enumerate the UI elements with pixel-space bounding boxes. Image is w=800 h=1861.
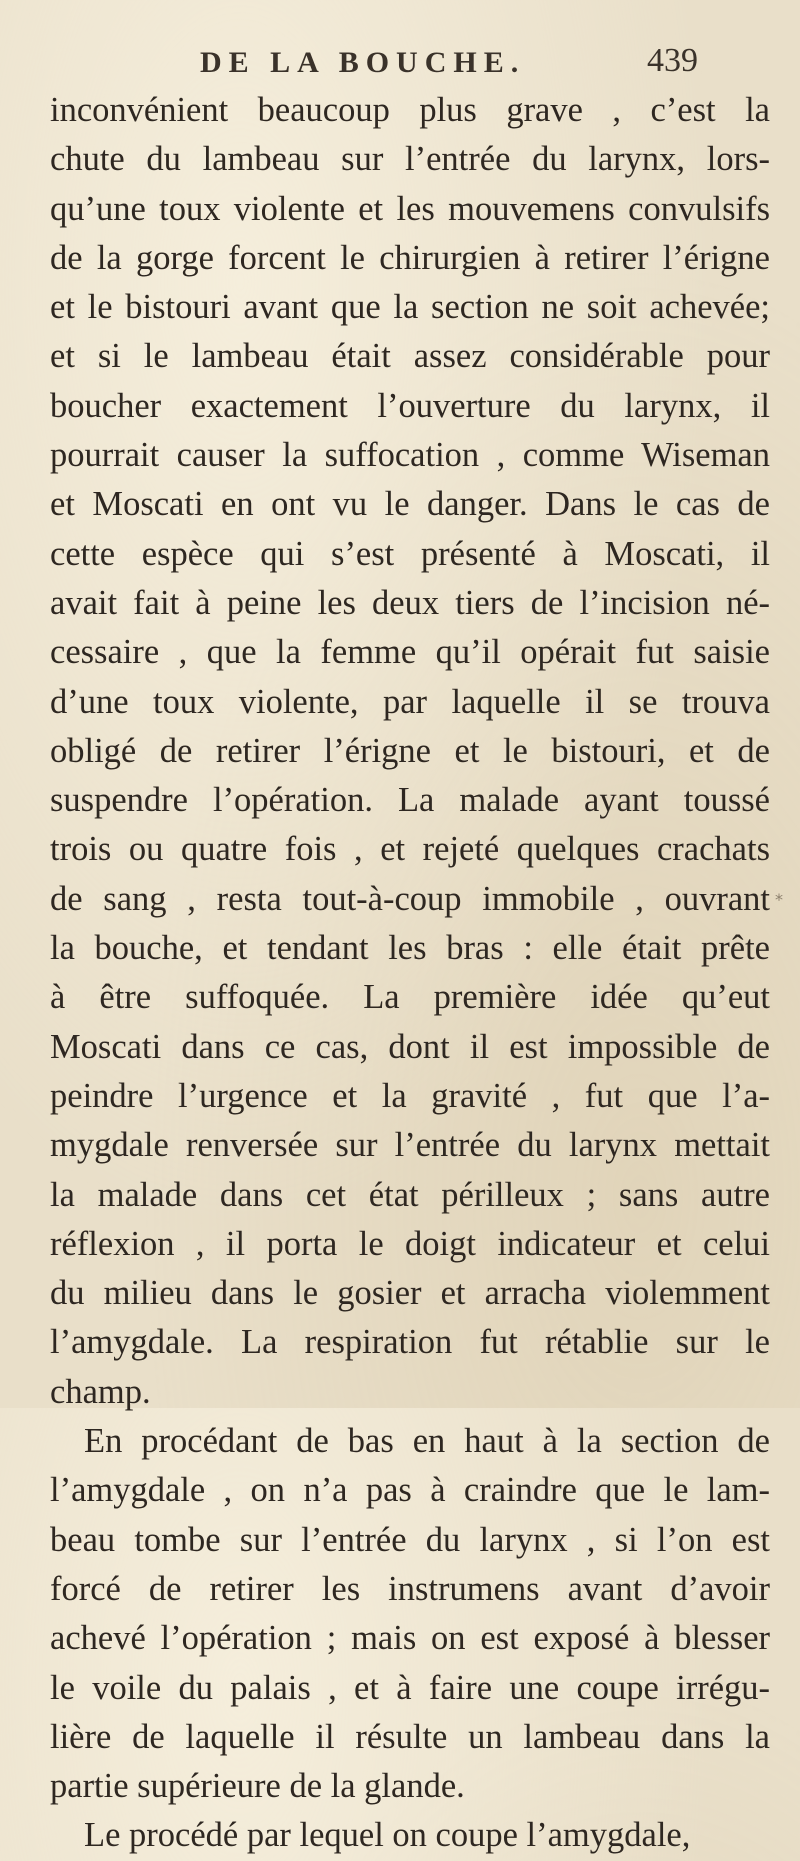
text-line: inconvénient beaucoup plus grave , c’est la [50, 91, 770, 129]
running-title: DE LA BOUCHE. [200, 46, 526, 79]
text-line: de la gorge forcent le chirurgien à retirer l’érigne [50, 238, 770, 277]
text-line: la bouche, et tendant les bras : elle était prête [50, 929, 770, 968]
text-line: d’une toux violente, par laquelle il se trouva [50, 682, 770, 721]
text-line: et le bistouri avant que la section ne soit achevée; [50, 288, 770, 327]
text-line: obligé de retirer l’érigne et le bistouri, et de [50, 731, 770, 770]
text-line: Moscati dans ce cas, dont il est impossible de [50, 1027, 770, 1066]
text-line: avait fait à peine les deux tiers de l’incision né- [50, 583, 770, 622]
text-line: à être suffoquée. La première idée qu’eut [50, 978, 770, 1017]
text-line: mygdale renversée sur l’entrée du larynx mettait [50, 1126, 770, 1165]
text-line: et si le lambeau était assez considérable pour [50, 337, 770, 376]
margin-mark: * [775, 890, 783, 909]
text-line: réflexion , il porta le doigt indicateur et celui [50, 1224, 770, 1263]
text-line: du milieu dans le gosier et arracha violemment [50, 1274, 770, 1313]
text-line: l’amygdale , on n’a pas à craindre que le lam- [50, 1471, 770, 1510]
text-line: de sang , resta tout-à-coup immobile , ouvrant [50, 879, 770, 918]
text-line: forcé de retirer les instrumens avant d’avoir [50, 1569, 770, 1608]
text-line: cessaire , que la femme qu’il opérait fut saisie [50, 633, 770, 672]
text-line: lière de laquelle il résulte un lambeau dans la [50, 1717, 770, 1756]
text-line: pourrait causer la suffocation , comme Wiseman [50, 436, 770, 475]
text-line: et Moscati en ont vu le danger. Dans le cas de [50, 485, 770, 524]
text-line: beau tombe sur l’entrée du larynx , si l’on est [50, 1520, 770, 1559]
text-line: le voile du palais , et à faire une coupe irrégu- [50, 1668, 770, 1707]
paragraph-end-line: partie supérieure de la glande. [50, 1767, 465, 1806]
body-text [50, 86, 770, 1861]
running-head [0, 40, 800, 90]
text-line: suspendre l’opération. La malade ayant toussé [50, 781, 770, 820]
text-line: la malade dans cet état périlleux ; sans autre [50, 1175, 770, 1214]
text-line: boucher exactement l’ouverture du larynx, il [50, 386, 770, 425]
page-number: 439 [647, 42, 698, 79]
paragraph-end-line: champ. [50, 1372, 151, 1411]
paragraph-start-line: Le procédé par lequel on coupe l’amygdale, [84, 1816, 691, 1855]
text-line: l’amygdale. La respiration fut rétablie sur le [50, 1323, 770, 1362]
text-line: chute du lambeau sur l’entrée du larynx, lors- [50, 140, 770, 179]
text-line: achevé l’opération ; mais on est exposé à blesser [50, 1619, 770, 1658]
text-line: peindre l’urgence et la gravité , fut que l’a- [50, 1076, 770, 1115]
text-line: trois ou quatre fois , et rejeté quelques crachats [50, 830, 770, 869]
paragraph-start-line: En procédant de bas en haut à la section de [84, 1422, 770, 1461]
text-line: cette espèce qui s’est présenté à Moscati, il [50, 534, 770, 573]
text-line: qu’une toux violente et les mouvemens convulsifs [50, 189, 770, 228]
